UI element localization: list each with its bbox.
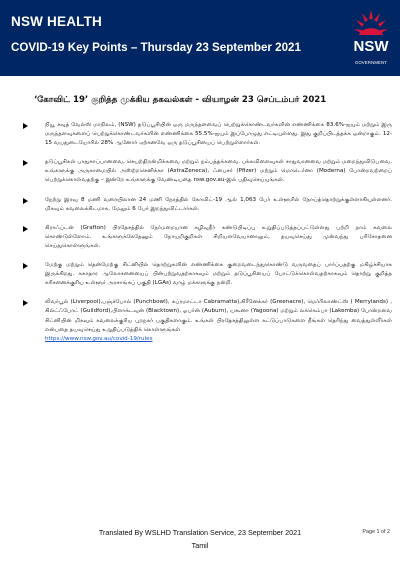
bullet-arrow-icon — [23, 198, 28, 204]
page-subtitle: COVID-19 Key Points – Thursday 23 September 2021 — [11, 41, 301, 54]
list-item — [12, 158, 392, 185]
bullet-arrow-icon — [23, 160, 28, 166]
list-item — [12, 261, 392, 288]
list-item — [12, 196, 392, 214]
footer — [0, 528, 400, 565]
covid-rules-link[interactable]: https://www.nsw.gov.au/covid-19/rules — [45, 335, 153, 342]
key-point-text: நியூ சவுத் வேல்ஸ் மாநிலம், (NSW) தடுப்பூசியின் ஒரு மருந்தளவைப் பெற்றுக்கொண்டவர்களின் எண்ணிக்கை 83.6%-ஐயும் மற்றும் இரு மருந்தளவுகளைப் பெற்றுக்கொண்டவர்களின் எண்ணிக்கை 55.5%-ஐயும் இப்போழுது எட்டியுள்ளது. இது குறிப்பிடத்தக்க ஒன்றாகும். 12-15 வயதுடையோரில் 28% ஆனோர் ஏற்கனவே ஒரு தடுப்பூசியைப் பெற்றுள்ளார்கள். — [45, 122, 392, 147]
list-item — [12, 224, 392, 251]
bullet-arrow-icon — [23, 300, 28, 306]
bullet-arrow-icon — [23, 226, 28, 232]
page-number: Page 1 of 2 — [362, 529, 390, 535]
translation-credit: Translated By WSLHD Translation Service, 23 September 2021 — [98, 528, 302, 537]
key-point-text: மேற்கு மற்றும் தென்மேற்கு சிட்னியில் தொற்றுகளின் எண்ணிக்கை குறைவடைந்துகொண்டு வருவதைப் பார்ப்பதற்கு மகிழ்ச்சியாக இருக்கிறது. சுகாதார ஆலோசனையைப் பின்பற்றுவதற்காகவும் மற்றும் தடுப்பூசியைப் போட்டுக்கொள்வதற்காகவும் தொற்று குறித்த கரிசனைக்குரிய உள்ளூர் அரசாங்கப் பகுதி (LGAs) வாழ் மக்களுக்கு நன்றி. — [45, 262, 392, 287]
bullet-arrow-icon — [23, 263, 28, 269]
logo-subtext: GOVERNMENT — [354, 60, 387, 65]
key-point-text: லிவர்பூல் (Liverpool),பஞ்ச்போல் (Punchbowl), கப்ரமாட்டா Cabramatta),கிரீனேக்கர் (Greenacre), மெர்ரிலாண்ட்ஸ் ( Merrylands) , கில்ட்ஃபோட் (Guildford),பிளாக்டவுன் (Blacktown), ஓபர்ன் (Auburn), யகூனா (Yagoona) மற்றும் லக்கெம்பா (Lakemba) போன்றவை சிட்னியின் மிகவும் கவலைக்குரிய புறநகர் பகுதிகளாகும். உங்கள் பிரதேசத்திலுள்ள கட்டுப்பாடுகளை நீங்கள் தெரிந்து வைத்துள்ளீர்கள் என்பதை தயவுசெய்து உறுதிப்படுத்திக் கொள்ளுங்கள் — [45, 299, 392, 333]
key-point-text: கிராஃப்டன் (Grafton) பிரதேசத்தில் நேர்மறையான கழிவுநீர் கண்டுபிடிப்பு உறுதிப்படுத்தப்பட்டுள்ளது பற்றி நாம் கவலை கொண்டுள்ளோம். உங்களுக்கேதேனும் நோயறிகுறிகள் சிறியளவேயானாலும், தயவுசெய்து முன்வந்து பரிசோதனை செய்துகொள்ளுங்கள். — [45, 224, 392, 249]
key-point-text: தடுப்பூசிகள் பாதுகாப்பானவை, செயற்திறன்மிக்கவை மற்றும் நம்பத்தக்கவை. பக்கவிளைவுகள் சாதுவானவை மற்றும் மறைந்துவிடுபவை. உங்களுக்கு அருகாமையில் அஸ்ற்றசெனிக்கா (AstraZeneca), ஃபைசர் (Pfizer) மற்றும் மொடெர்னா (Moderna) போன்றவற்றைப் பெற்றுக்கொள்வதற்கு – இன்றே உங்களுக்கு வேண்டியதை nsw.gov.au-இல் பதிவுசெய்யுங்கள். — [45, 159, 392, 184]
org-name: NSW HEALTH — [11, 14, 102, 29]
page-title: ‘கோவிட் 19’ குறித்த முக்கிய தகவல்கள் - வியாழன் 23 செப்டம்பர் 2021 — [34, 95, 327, 105]
bullet-arrow-icon — [23, 123, 28, 129]
list-item — [12, 121, 392, 148]
header-banner — [0, 0, 400, 76]
logo-text: NSW — [353, 38, 389, 55]
key-point-text: நேற்று இரவு 8 மணி வரையிலான 24 மணி நேரத்தில் கோவிட்-19 ஆல் 1,063 பேர் உள்ளூரில் நோய்த்தொற்றுக்குள்ளாகியுள்ளனர். மிகவும் கவலைக்கிடமாக, மேலும் 6 பேர் இறந்துவிட்டார்கள். — [45, 196, 392, 212]
list-item — [12, 298, 392, 343]
language-label: Tamil — [191, 541, 209, 550]
key-points-list — [12, 121, 392, 354]
